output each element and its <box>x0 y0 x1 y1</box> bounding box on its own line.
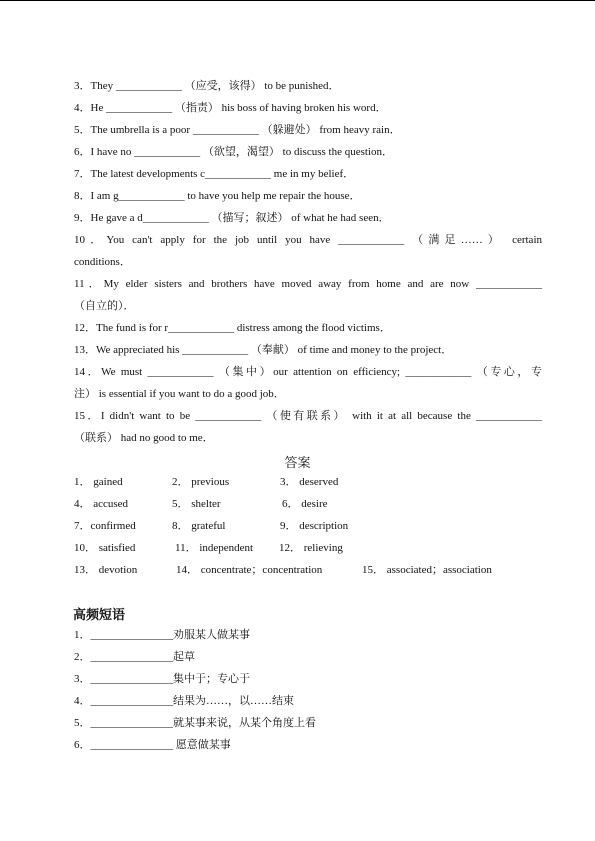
question-3: 3．They ____________ （应受，该得） to be punished． <box>74 80 340 92</box>
answer-2: 2． previous <box>172 476 230 488</box>
question-4: 4．He ____________ （指责） his boss of having broken his word． <box>74 102 387 114</box>
question-10-cont: conditions． <box>74 256 131 268</box>
question-14: 14．We must ____________ （集中）our attention on efficiency; ____________ （专心，专 <box>74 366 542 378</box>
question-15: 15．I didn't want to be ____________ （使有联系） with it at all because the ____________ <box>74 410 542 422</box>
answer-11: 11． independent <box>175 542 254 554</box>
phrase-6: 6．_______________ 愿意做某事 <box>74 739 231 751</box>
answer-3: 3． deserved <box>280 476 339 488</box>
phrase-2: 2．_______________起草 <box>74 651 195 663</box>
question-15-cont: （联系） had no good to me． <box>74 432 214 444</box>
answer-14: 14． concentrate；concentration <box>176 564 323 576</box>
phrases-title: 高频短语 <box>73 608 126 623</box>
answer-13: 13． devotion <box>74 564 138 576</box>
answer-5: 5． shelter <box>172 498 221 510</box>
phrase-1: 1．_______________劝服某人做某事 <box>74 629 250 641</box>
answer-7: 7．confirmed <box>74 520 136 532</box>
question-8: 8．I am g____________ to have you help me repair the house． <box>74 190 361 202</box>
question-14-cont: 注） is essential if you want to do a good job． <box>74 388 285 400</box>
question-6: 6．I have no ____________ （欲望，渴望） to discuss the question． <box>74 146 393 158</box>
question-10: 10．You can't apply for the job until you have ____________ （满足……） certain <box>74 234 542 246</box>
question-11-cont: （自立的）． <box>74 300 135 312</box>
question-5: 5．The umbrella is a poor ____________ （躲避处） from heavy rain． <box>74 124 401 136</box>
question-7: 7．The latest developments c____________ me in my belief． <box>74 168 355 180</box>
answer-8: 8． grateful <box>172 520 226 532</box>
answer-15: 15． associated；association <box>362 564 492 576</box>
answer-1: 1． gained <box>74 476 123 488</box>
question-13: 13．We appreciated his ____________ （奉献） of time and money to the project． <box>74 344 453 356</box>
phrase-4: 4．_______________结果为……，以……结束 <box>74 695 294 707</box>
question-9: 9．He gave a d____________ （描写；叙述） of what he had seen． <box>74 212 390 224</box>
phrase-3: 3．_______________集中于；专心于 <box>74 673 250 685</box>
question-12: 12．The fund is for r____________ distress among the flood victims． <box>74 322 391 334</box>
question-11: 11．My elder sisters and brothers have moved away from home and are now ____________ <box>74 278 542 290</box>
phrase-5: 5．_______________就某事来说，从某个角度上看 <box>74 717 316 729</box>
answer-9: 9． description <box>280 520 349 532</box>
page-top-rule <box>0 0 595 1</box>
answer-6: 6． desire <box>282 498 328 510</box>
answer-4: 4． accused <box>74 498 129 510</box>
answers-title: 答案 <box>284 456 311 471</box>
answer-10: 10． satisfied <box>74 542 136 554</box>
answer-12: 12． relieving <box>279 542 343 554</box>
